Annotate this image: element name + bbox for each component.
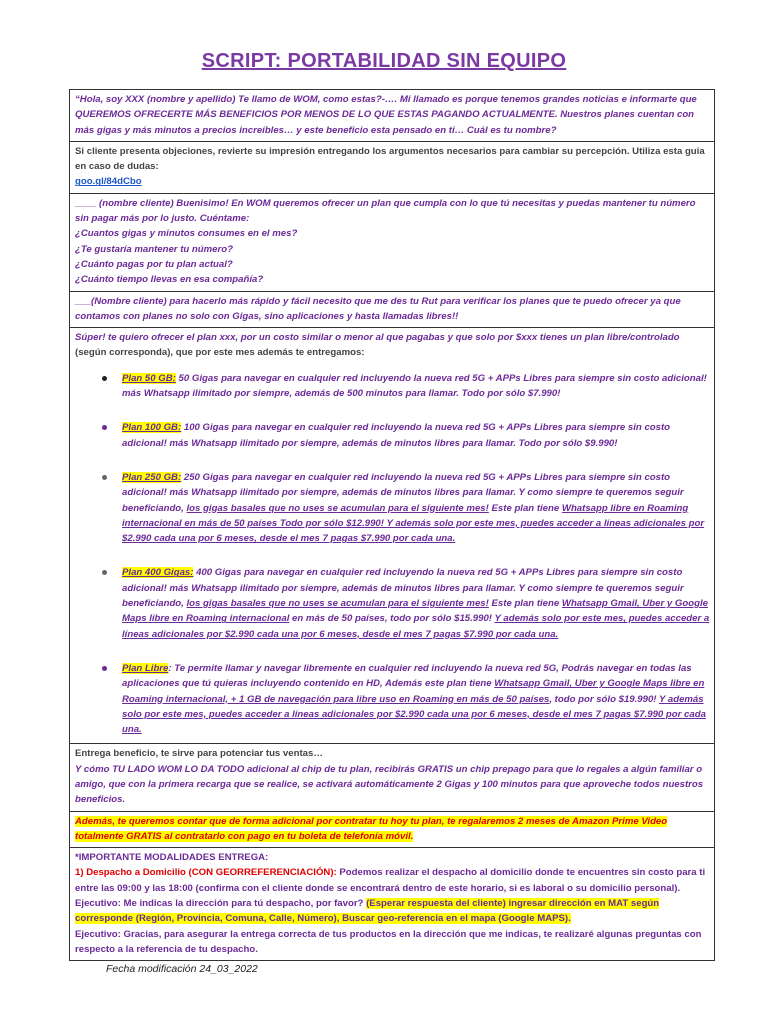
plan-desc: 250 Gigas para navegar en cualquier red incluyendo la nueva red 5G + APPs Libres para siempre sin costo adicional! más Whatsapp ilimitado por siempre, además de minutos libres para llamar. Y como siempre te queremos seguir beneficiando, — [122, 471, 684, 514]
plan-name: Plan 100 GB: — [122, 422, 182, 434]
question-item: ¿Cuánto tiempo llevas en esa compañía? — [75, 274, 264, 286]
plan-name: Plan 400 Gigas: — [122, 567, 194, 579]
modification-date: Fecha modificación 24_03_2022 — [106, 963, 258, 975]
delivery-heading: *IMPORTANTE MODALIDADES ENTREGA: — [75, 852, 269, 864]
offer-text-1: Súper! te quiero ofrecer el plan xxx, por un costo similar o menor al que pagabas y que solo por $xxx tienes un plan libre/controlado — [75, 332, 680, 344]
plan-name: Plan Libre — [122, 662, 169, 674]
delivery-exec-2: Ejecutivo: Gracias, para asegurar la entrega correcta de tus productos en la dirección que me indicas, te realizaré algunas preguntas con respecto a la referencia de tu despacho. — [75, 928, 702, 955]
plan-roaming: Whatsapp libre en Roaming internacional en más de 50 países Todo por sólo $12.990! Y además solo por este mes, puedes acceder a líneas adicionales por $2.990 cada una por 6 meses, desde el mes 7 pagas $7.990 por cada una. — [122, 502, 705, 545]
questions-cell — [70, 194, 714, 292]
amazon-text: Además, te queremos contar que de forma adicional por contratar tu hoy tu plan, te regalaremos 2 meses de Amazon Prime Video totalmente GRATIS al contratarlo con pago en tu boleta de telefonía móvil. — [75, 815, 668, 842]
plan-additional-lines: Y además solo por este mes, puedes acceder a líneas adicionales por $2.990 cada una por 6 meses, desde el mes 7 pagas $7.990 por cada una. — [122, 613, 710, 640]
delivery-exec-1: Ejecutivo: Me indicas la dirección para tú despacho, por favor? — [75, 898, 367, 910]
plan-desc: : Te permite llamar y navegar libremente en cualquier red incluyendo la nueva red 5G, Podrás navegar en todas las aplicaciones que tú quieras incluyendo contenido en HD, Además este plan tiene — [122, 662, 692, 690]
benefit-cell — [70, 744, 714, 811]
plan-desc-2: , todo por sólo $19.990! — [549, 693, 659, 705]
plans-cell — [70, 328, 714, 744]
question-item: ¿Cuantos gigas y minutos consumes en el mes? — [75, 228, 298, 240]
delivery-option-text: Podemos realizar el despacho al domicilio donde te encuentres sin costo para ti entre las 09:00 y las 18:00 (confirma con el cliente donde se encontrará dentro de este horario, si es laboral o su domicilio personal). — [75, 867, 706, 894]
plan-item-libre — [75, 661, 710, 737]
plan-name: Plan 50 GB: — [122, 372, 176, 384]
plan-item-100gb — [75, 420, 710, 451]
intro-text: “Hola, soy XXX (nombre y apellido) Te llamo de WOM, como estas?-…. Mi llamado es porque tenemos grandes noticias e informarte que QUEREMOS OFRECERTE MÁS BENEFICIOS POR MENOS DE LO QUE ESTAS PAGANDO ACTUALMENTE. Nuestros planes cuentan con más gigas y más minutos a precios increíbles… y este beneficio esta pensado en ti… Cuál es tu nombre? — [75, 94, 697, 136]
bullet-icon — [102, 570, 107, 575]
plan-desc: 100 Gigas para navegar en cualquier red incluyendo la nueva red 5G + APPs Libres para siempre sin costo adicional! más Whatsapp ilimitado por siempre, además de minutos libres para llamar. Todo por sólo $9.990! — [122, 422, 671, 449]
question-item: ¿Cuánto pagas por tu plan actual? — [75, 258, 233, 270]
script-table — [69, 89, 715, 961]
plan-accumulate: los gigas basales que no uses se acumulan para el siguiente mes! — [186, 598, 489, 610]
benefit-heading: Entrega beneficio, te sirve para potenciar tus ventas… — [75, 748, 323, 760]
offer-intro — [75, 330, 710, 361]
delivery-exec-1-highlight: (Esperar respuesta del cliente) ingresar dirección en MAT según corresponde (Región, Provincia, Comuna, Calle, Número), Buscar geo-referencia en el mapa (Google MAPS). — [75, 898, 660, 925]
delivery-cell — [70, 848, 714, 961]
plan-desc: 50 Gigas para navegar en cualquier red incluyendo la nueva red 5G + APPs Libres para siempre sin costo adicional! más Whatsapp ilimitado por siempre, además de 500 minutos para llamar. Todo por sólo $7.990! — [122, 372, 707, 400]
plan-item-400gb — [75, 565, 710, 641]
bullet-icon — [102, 666, 107, 671]
objections-link[interactable]: goo.gl/84dCbo — [75, 176, 142, 188]
amazon-cell — [70, 812, 714, 849]
objections-cell — [70, 142, 714, 194]
question-item: ¿Te gustaría mantener tu número? — [75, 243, 233, 255]
plan-desc-3: en más de 50 países, todo por sólo $15.990! — [289, 613, 495, 625]
objections-text: Si cliente presenta objeciones, revierte su impresión entregando los argumentos necesarios para cambiar su percepción. Utiliza esta guía en caso de dudas: — [75, 145, 705, 173]
rut-text: ___(Nombre cliente) para hacerlo más rápido y fácil necesito que me des tu Rut para verificar los planes que te puedo ofrecer ya que contamos con planes no solo con Gigas, sino aplicaciones y hasta llamadas libres!! — [75, 295, 681, 322]
delivery-option-label: 1) Despacho a Domicilio (CON GEORREFERENCIACIÓN): — [75, 867, 337, 879]
bullet-icon — [102, 376, 107, 381]
plan-desc-2: Este plan tiene — [488, 502, 562, 514]
plan-item-50gb — [75, 371, 710, 402]
plan-roaming: Whatsapp Gmail, Uber y Google Maps libre en Roaming internacional, + 1 GB de navegación para libre uso en Roaming en más de 50 países — [122, 678, 705, 705]
rut-cell — [70, 292, 714, 329]
intro-cell — [70, 90, 714, 142]
plan-desc: 400 Gigas para navegar en cualquier red incluyendo la nueva red 5G + APPs Libres para siempre sin costo adicional! más Whatsapp ilimitado por siempre, además de minutos libres para llamar. Y como siempre te queremos seguir beneficiando, — [122, 567, 684, 610]
benefit-text: Y cómo TU LADO WOM LO DA TODO adicional al chip de tu plan, recibirás GRATIS un chip prepago para que lo regales a algún familiar o amigo, que con la primera recarga que se realice, se activará automáticamente 2 Gigas y 100 minutos para que aproveche todos nuestros beneficios. — [75, 763, 704, 806]
plan-desc-2: Este plan tiene — [488, 598, 562, 610]
bullet-icon — [102, 425, 107, 430]
plan-item-250gb — [75, 470, 710, 546]
plan-additional-lines: Y además solo por este mes, puedes acceder a líneas adicionales por $2.990 cada una por 6 meses, desde el mes 7 pagas $7.990 por cada una. — [122, 693, 706, 736]
plan-name: Plan 250 GB: — [122, 471, 182, 483]
questions-opening: ____ (nombre cliente) Buenisimo! En WOM queremos ofrecer un plan que cumpla con lo que tú necesitas y puedas mantener tu número sin pagar más por lo justo. Cuéntame: — [75, 197, 696, 225]
plan-accumulate: los gigas basales que no uses se acumulan para el siguiente mes! — [186, 502, 489, 514]
plans-list — [75, 371, 710, 738]
page-title: SCRIPT: PORTABILIDAD SIN EQUIPO — [201, 50, 567, 72]
plan-roaming: Whatsapp Gmail, Uber y Google Maps libre en Roaming internacional — [122, 598, 708, 625]
bullet-icon — [102, 475, 107, 480]
offer-text-2: (según corresponda), que por este mes además te entregamos: — [75, 347, 365, 359]
